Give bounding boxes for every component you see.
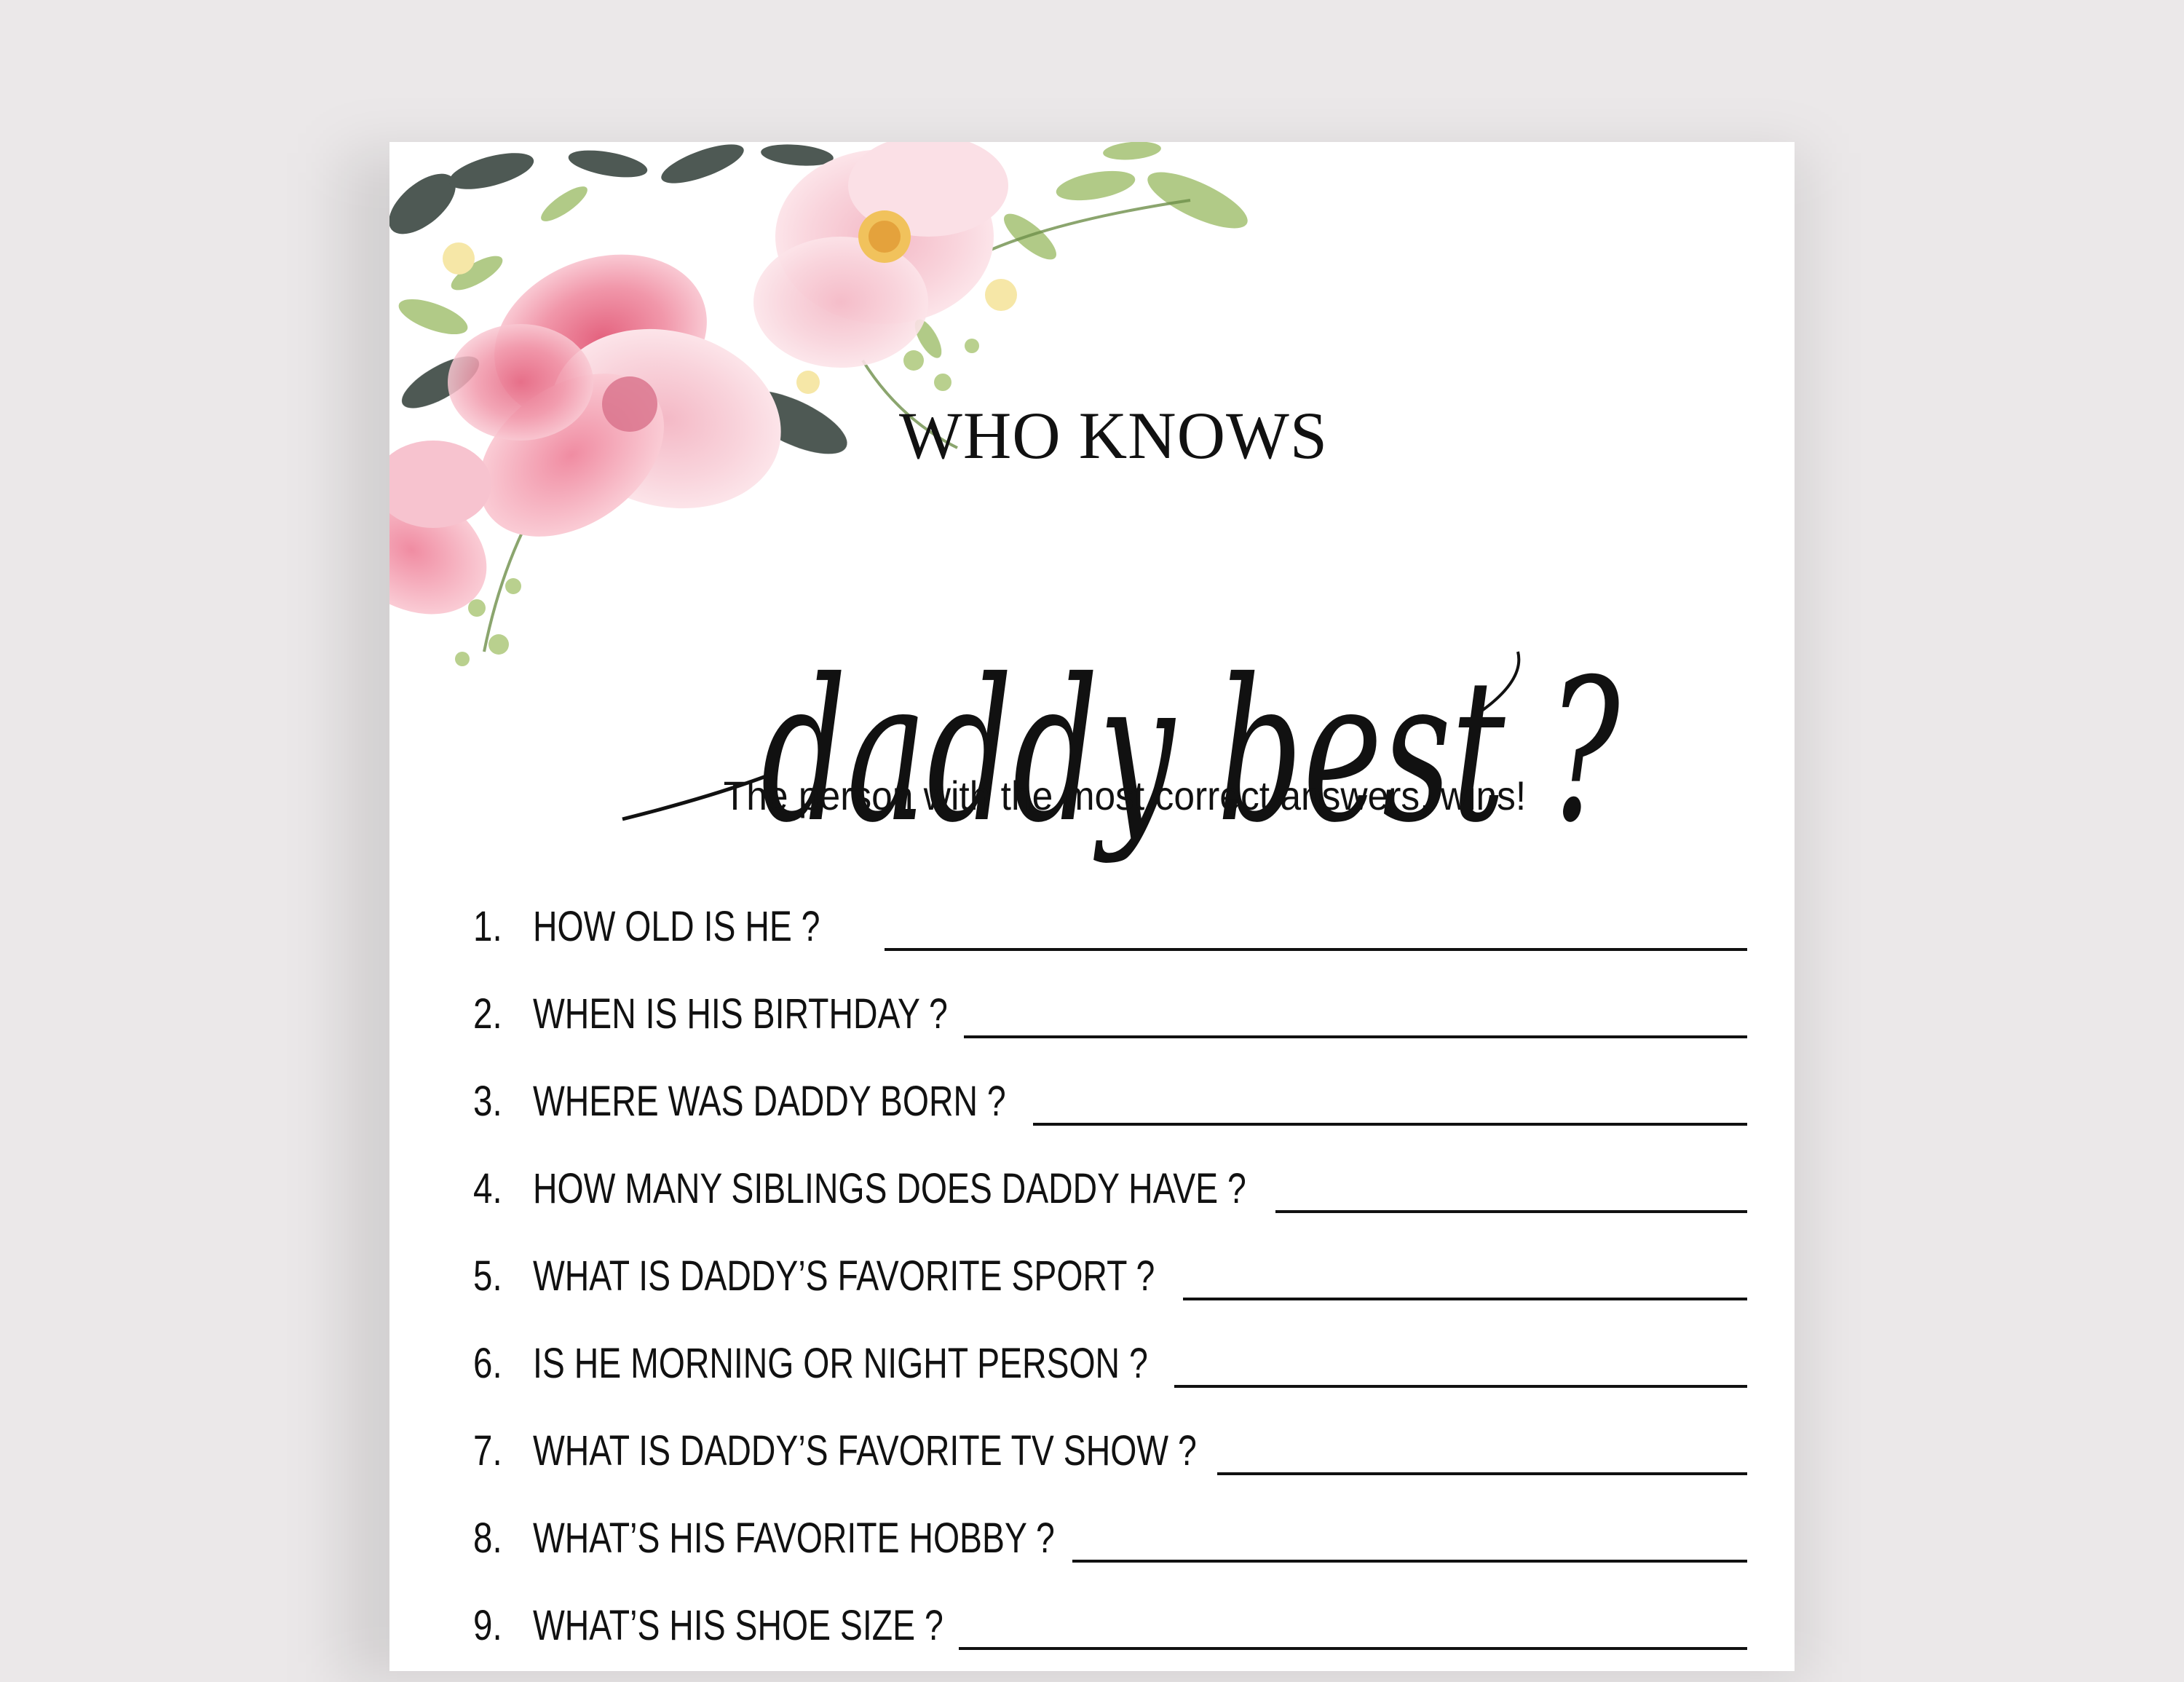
question-number: 1. — [473, 903, 502, 950]
answer-line[interactable] — [964, 1035, 1747, 1038]
question-number: 5. — [473, 1252, 502, 1300]
question-item — [473, 1565, 1747, 1653]
question-item — [473, 1129, 1747, 1216]
question-text: IS HE MORNING OR NIGHT PERSON ? — [533, 1340, 1148, 1387]
question-number: 3. — [473, 1078, 502, 1125]
question-text: WHAT IS DADDY’S FAVORITE SPORT ? — [533, 1252, 1155, 1300]
subtitle-instructions: The person with the most correct answers, wins! — [723, 773, 1527, 818]
question-item — [473, 1041, 1747, 1129]
question-number: 6. — [473, 1340, 502, 1387]
question-number: 7. — [473, 1427, 502, 1474]
question-item — [473, 1216, 1747, 1303]
question-number: 8. — [473, 1515, 502, 1562]
question-text: WHAT IS DADDY’S FAVORITE TV SHOW ? — [533, 1427, 1197, 1474]
question-number: 9. — [473, 1602, 502, 1649]
question-text: WHERE WAS DADDY BORN ? — [533, 1078, 1006, 1125]
answer-line[interactable] — [959, 1647, 1747, 1650]
question-item — [473, 866, 1747, 954]
question-text: WHEN IS HIS BIRTHDAY ? — [533, 990, 948, 1038]
question-number: 2. — [473, 990, 502, 1038]
question-text: WHAT’S HIS FAVORITE HOBBY ? — [533, 1515, 1055, 1562]
title-script-text: daddy best ? — [761, 636, 1621, 866]
title-script — [579, 579, 1671, 914]
question-text: HOW MANY SIBLINGS DOES DADDY HAVE ? — [533, 1165, 1246, 1212]
question-item — [473, 1303, 1747, 1391]
answer-line[interactable] — [885, 948, 1747, 951]
question-item — [473, 1478, 1747, 1565]
printable-card — [389, 142, 1795, 1671]
question-list — [473, 866, 1747, 1653]
question-item — [473, 1391, 1747, 1478]
question-text: WHAT’S HIS SHOE SIZE ? — [533, 1602, 943, 1649]
question-number: 4. — [473, 1165, 502, 1212]
title-who-knows: WHO KNOWS — [899, 398, 1329, 473]
question-item — [473, 954, 1747, 1041]
answer-line[interactable] — [1033, 1123, 1747, 1126]
question-text: HOW OLD IS HE ? — [533, 903, 820, 950]
